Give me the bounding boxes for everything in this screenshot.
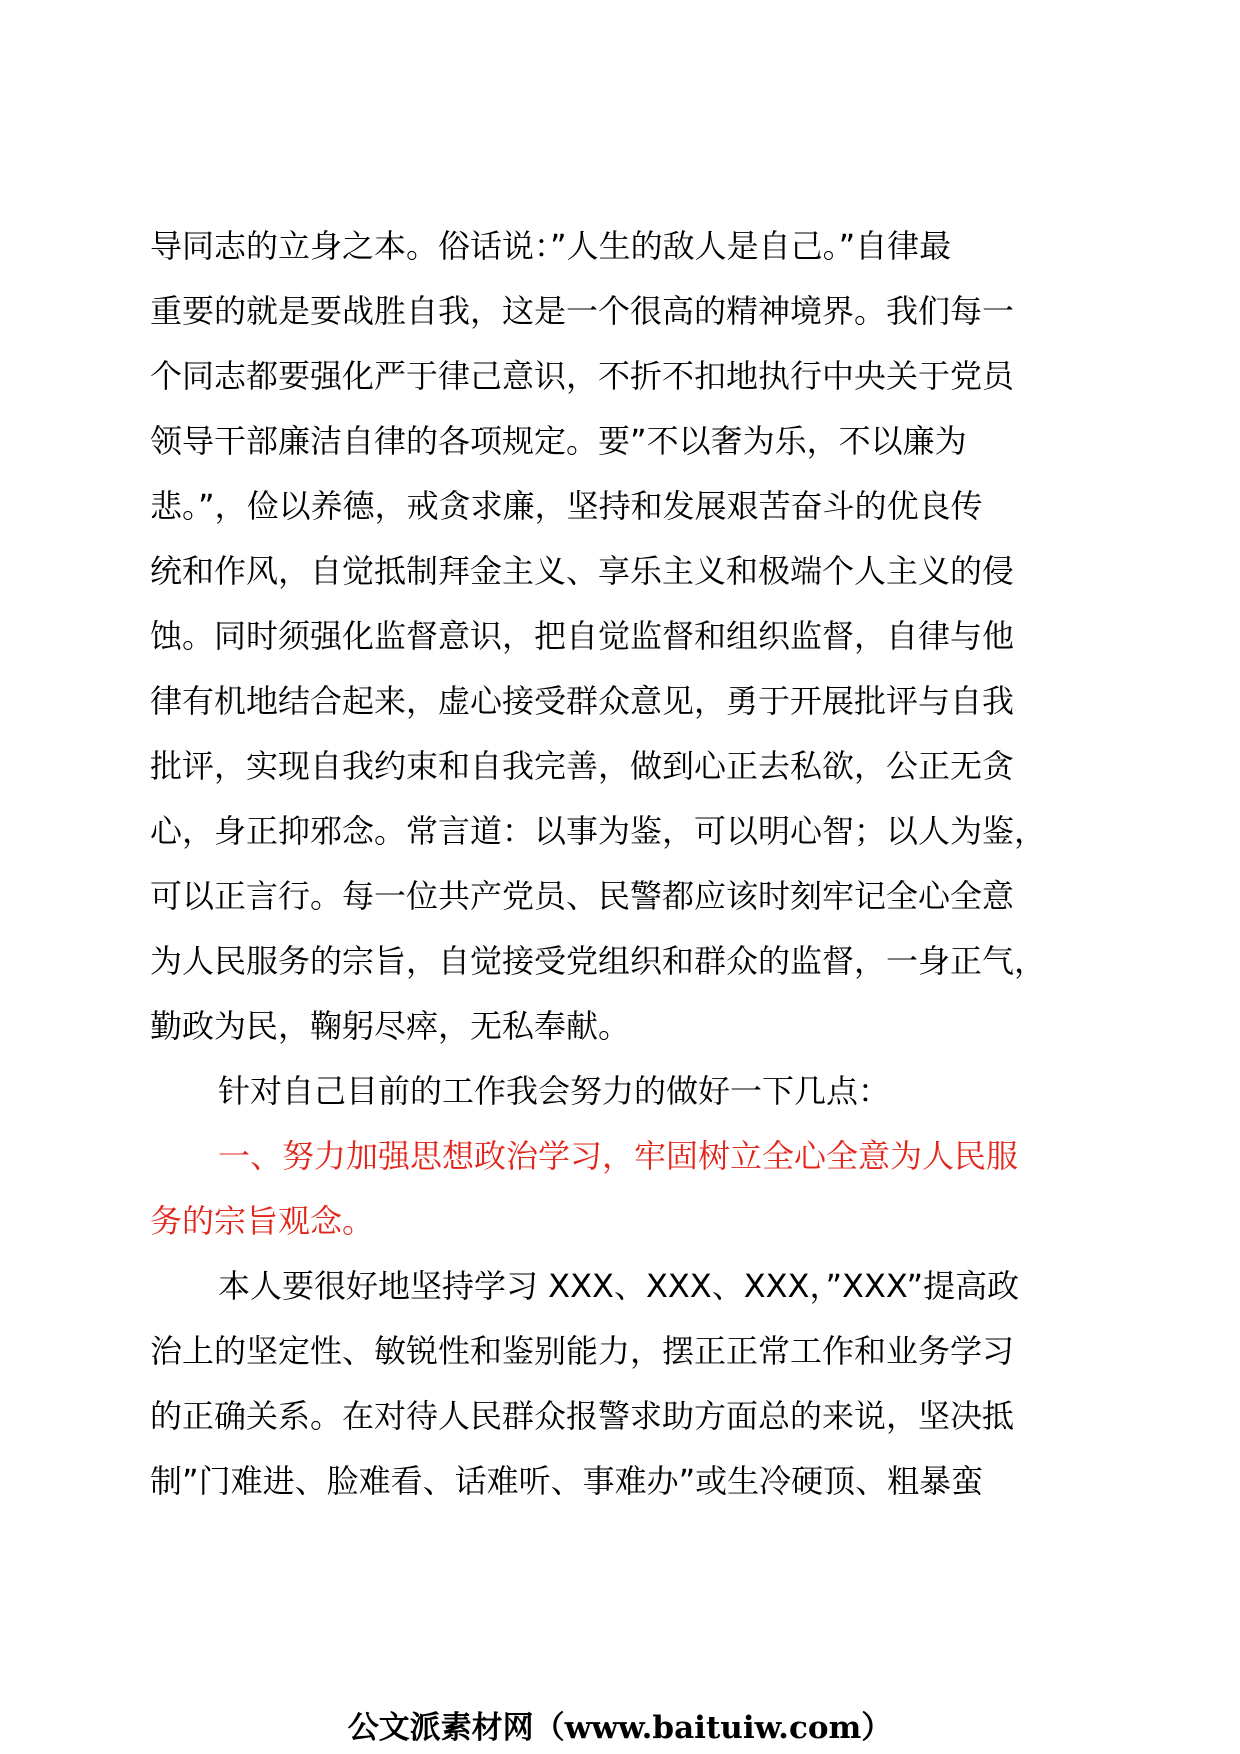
body-line: 批评，实现自我约束和自我完善，做到心正去私欲，公正无贪 bbox=[150, 747, 1015, 785]
body-line: 治上的坚定性、敏锐性和鉴别能力，摆正正常工作和业务学习 bbox=[150, 1332, 1015, 1370]
footer-watermark: 公文派素材网（www.baituiw.com） bbox=[347, 1710, 893, 1746]
body-line: 为人民服务的宗旨，自觉接受党组织和群众的监督，一身正气， bbox=[150, 942, 1047, 980]
body-line: 可以正言行。每一位共产党员、民警都应该时刻牢记全心全意 bbox=[150, 877, 1015, 915]
body-line: 导同志的立身之本。俗话说：”人生的敌人是自己。”自律最 bbox=[150, 227, 952, 265]
paragraph-intro-line: 针对自己目前的工作我会努力的做好一下几点： bbox=[218, 1072, 891, 1110]
body-line: 重要的就是要战胜自我，这是一个很高的精神境界。我们每一 bbox=[150, 292, 1015, 330]
section-heading: 一、努力加强思想政治学习，牢固树立全心全意为人民服 bbox=[218, 1137, 1019, 1175]
body-line: 的正确关系。在对待人民群众报警求助方面总的来说，坚决抵 bbox=[150, 1397, 1015, 1435]
body-line: 勤政为民，鞠躬尽瘁，无私奉献。 bbox=[150, 1007, 631, 1045]
body-line: 蚀。同时须强化监督意识，把自觉监督和组织监督，自律与他 bbox=[150, 617, 1015, 655]
body-line: 领导干部廉洁自律的各项规定。要”不以奢为乐，不以廉为 bbox=[150, 422, 967, 460]
body-line: 律有机地结合起来，虚心接受群众意见，勇于开展批评与自我 bbox=[150, 682, 1015, 720]
body-line: 悲。”，俭以养德，戒贪求廉，坚持和发展艰苦奋斗的优良传 bbox=[150, 487, 983, 525]
body-line: 统和作风，自觉抵制拜金主义、享乐主义和极端个人主义的侵 bbox=[150, 552, 1015, 590]
document-body bbox=[150, 214, 1090, 1514]
body-line: 个同志都要强化严于律己意识，不折不扣地执行中央关于党员 bbox=[150, 357, 1015, 395]
body-line: 制”门难进、脸难看、话难听、事难办”或生冷硬顶、粗暴蛮 bbox=[150, 1462, 984, 1500]
paragraph-first-line: 本人要很好地坚持学习 XXX、XXX、XXX，”XXX”提高政 bbox=[218, 1267, 1020, 1305]
body-line: 心，身正抑邪念。常言道：以事为鉴，可以明心智；以人为鉴， bbox=[150, 812, 1047, 850]
section-heading-continued: 务的宗旨观念。 bbox=[150, 1202, 375, 1240]
